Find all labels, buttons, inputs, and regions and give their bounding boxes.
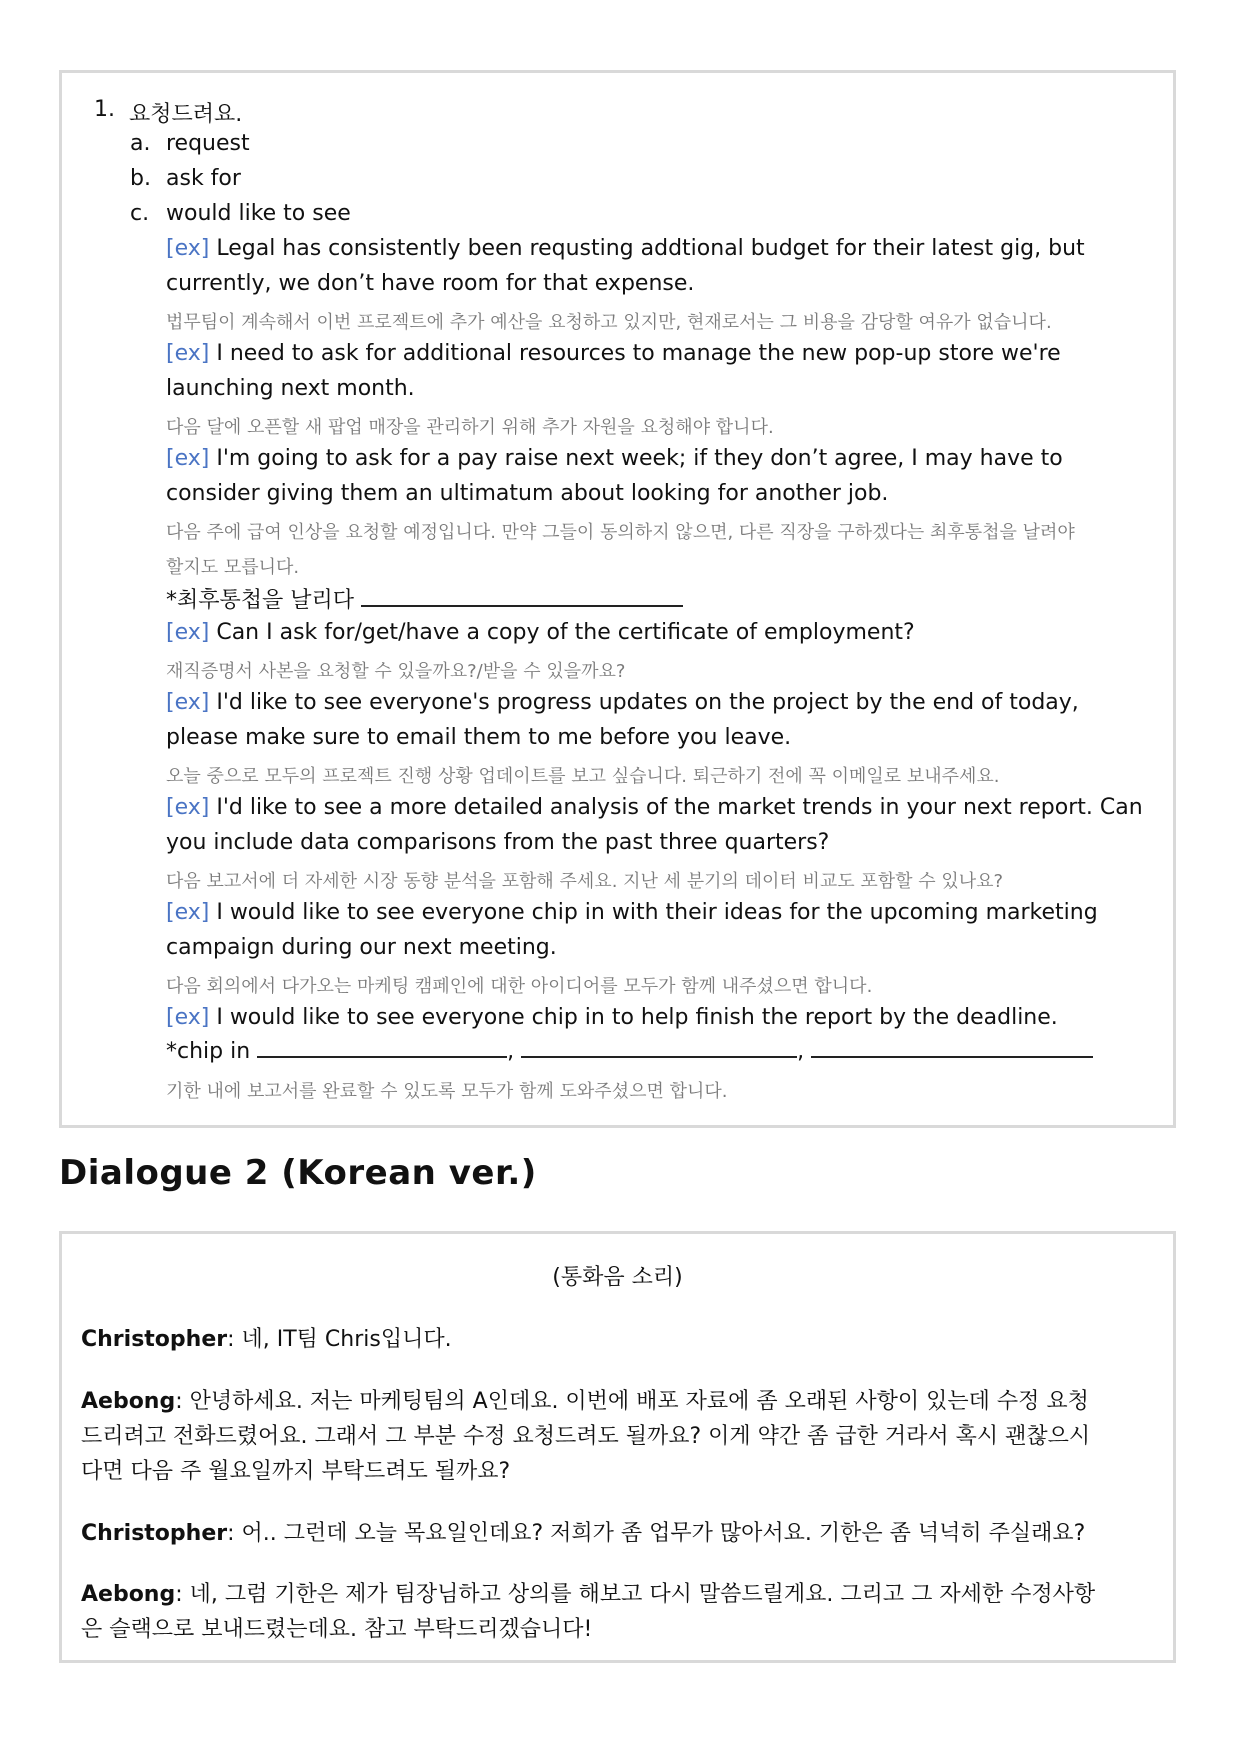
example-translation: 다음 회의에서 다가오는 마케팅 캠페인에 대한 아이디어를 모두가 함께 내주셨으면 합니다. — [166, 976, 873, 997]
speaker-name: Aebong — [81, 1582, 176, 1607]
fill-blank[interactable] — [811, 1054, 1093, 1058]
example-translation: 다음 달에 오픈할 새 팝업 매장을 관리하기 위해 추가 자원을 요청해야 합니다. — [166, 417, 774, 438]
speaker-name: Christopher — [81, 1327, 228, 1352]
example-sentence: [ex] I'm going to ask for a pay raise next week; if they don’t agree, I may have to — [166, 446, 1063, 471]
example-sentence: [ex] Can I ask for/get/have a copy of the certificate of employment? — [166, 620, 915, 645]
speaker-name: Aebong — [81, 1389, 176, 1414]
example-translation: 다음 보고서에 더 자세한 시장 동향 분석을 포함해 주세요. 지난 세 분기의 데이터 비교도 포함할 수 있나요? — [166, 871, 1004, 892]
example-sentence-cont: campaign during our next meeting. — [166, 935, 557, 960]
example-tag: [ex] — [166, 900, 210, 925]
example-sentence: [ex] I would like to see everyone chip in with their ideas for the upcoming marketing — [166, 900, 1098, 925]
item-number: 1. — [94, 97, 115, 122]
example-tag: [ex] — [166, 1005, 210, 1030]
meaning-text: ask for — [166, 166, 241, 191]
example-translation: 법무팀이 계속해서 이번 프로젝트에 추가 예산을 요청하고 있지만, 현재로서는 그 비용을 감당할 여유가 없습니다. — [166, 312, 1052, 333]
example-sentence: [ex] I'd like to see everyone's progress updates on the project by the end of today, — [166, 690, 1079, 715]
dialogue-line-cont: 드리려고 전화드렸어요. 그래서 그 부분 수정 요청드려도 될까요? 이게 약간 좀 급한 거라서 혹시 괜찮으시 — [81, 1424, 1091, 1449]
dialogue-line: Aebong: 네, 그럼 기한은 제가 팀장님하고 상의를 해보고 다시 말씀드릴게요. 그리고 그 자세한 수정사항 — [81, 1582, 1096, 1607]
meaning-marker: b. — [130, 166, 151, 191]
example-sentence-cont: please make sure to email them to me before you leave. — [166, 725, 792, 750]
example-sentence: [ex] Legal has consistently been requsting addtional budget for their latest gig, but — [166, 236, 1085, 261]
example-sentence: [ex] I'd like to see a more detailed analysis of the market trends in your next report. Can — [166, 795, 1143, 820]
example-translation: 기한 내에 보고서를 완료할 수 있도록 모두가 함께 도와주셨으면 합니다. — [166, 1081, 728, 1102]
dialogue-line: Christopher: 어.. 그런데 오늘 목요일인데요? 저희가 좀 업무가 많아서요. 기한은 좀 넉넉히 주실래요? — [81, 1521, 1086, 1546]
example-translation: 재직증명서 사본을 요청할 수 있을까요?/받을 수 있을까요? — [166, 661, 626, 682]
example-tag: [ex] — [166, 446, 210, 471]
item-heading: 요청드려요. — [129, 102, 243, 127]
example-sentence-cont: you include data comparisons from the past three quarters? — [166, 830, 830, 855]
speaker-name: Christopher — [81, 1521, 228, 1546]
vocab-box — [59, 70, 1176, 1128]
example-translation-cont: 할지도 모릅니다. — [166, 557, 300, 578]
fill-blank[interactable] — [521, 1054, 797, 1058]
example-tag: [ex] — [166, 341, 210, 366]
example-sentence-cont: currently, we don’t have room for that expense. — [166, 271, 695, 296]
note-line: *chip in , , — [166, 1039, 1093, 1064]
example-sentence-cont: launching next month. — [166, 376, 415, 401]
dialogue-line: Aebong: 안녕하세요. 저는 마케팅팀의 A인데요. 이번에 배포 자료에 좀 오래된 사항이 있는데 수정 요청 — [81, 1389, 1089, 1414]
example-tag: [ex] — [166, 795, 210, 820]
meaning-text: request — [166, 131, 250, 156]
meaning-marker: a. — [130, 131, 151, 156]
fill-blank[interactable] — [361, 603, 683, 607]
section-title: Dialogue 2 (Korean ver.) — [59, 1153, 537, 1193]
example-tag: [ex] — [166, 690, 210, 715]
example-translation: 오늘 중으로 모두의 프로젝트 진행 상황 업데이트를 보고 싶습니다. 퇴근하기 전에 꼭 이메일로 보내주세요. — [166, 766, 1000, 787]
example-tag: [ex] — [166, 620, 210, 645]
dialogue-line: Christopher: 네, IT팀 Chris입니다. — [81, 1327, 452, 1352]
meaning-text: would like to see — [166, 201, 351, 226]
example-translation: 다음 주에 급여 인상을 요청할 예정입니다. 만약 그들이 동의하지 않으면, 다른 직장을 구하겠다는 최후통첩을 날려야 — [166, 522, 1075, 543]
example-tag: [ex] — [166, 236, 210, 261]
example-sentence-cont: consider giving them an ultimatum about looking for another job. — [166, 481, 889, 506]
dialogue-box — [59, 1231, 1176, 1663]
example-sentence: [ex] I need to ask for additional resources to manage the new pop-up store we're — [166, 341, 1061, 366]
dialogue-line-cont: 다면 다음 주 월요일까지 부탁드려도 될까요? — [81, 1459, 511, 1484]
call-sound-caption: (통화음 소리) — [552, 1265, 683, 1290]
example-sentence: [ex] I would like to see everyone chip in to help finish the report by the deadline. — [166, 1005, 1058, 1030]
meaning-marker: c. — [130, 201, 150, 226]
fill-blank[interactable] — [257, 1054, 507, 1058]
note-line: *최후통첩을 날리다 — [166, 583, 683, 614]
dialogue-line-cont: 은 슬랙으로 보내드렸는데요. 참고 부탁드리겠습니다! — [81, 1617, 593, 1642]
